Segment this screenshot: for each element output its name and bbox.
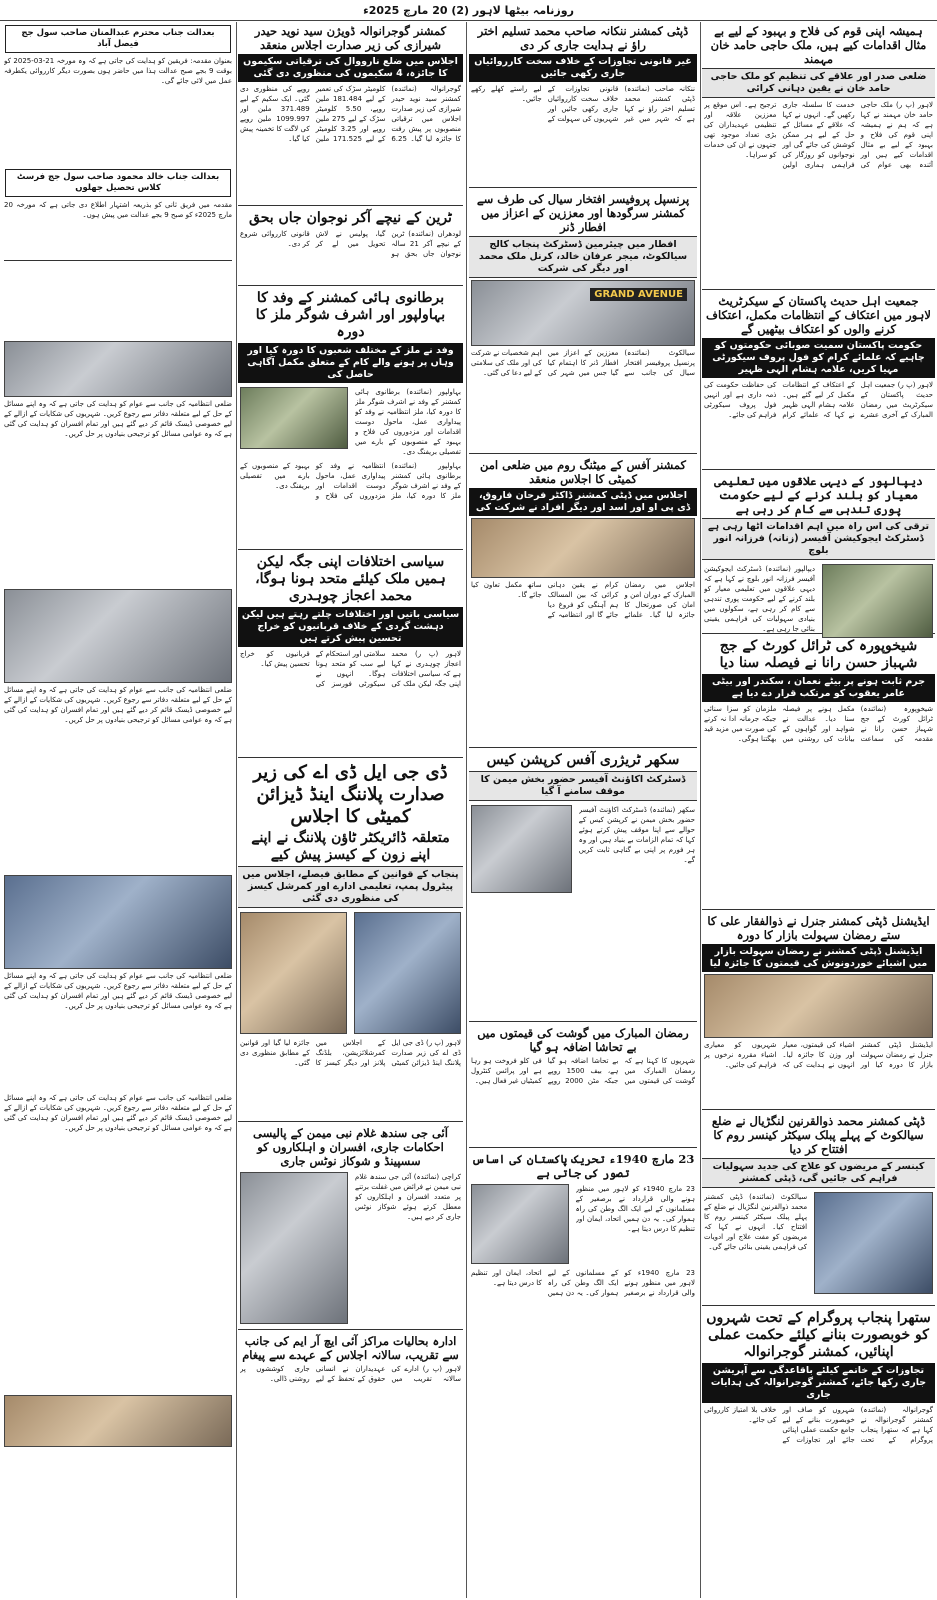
subheadline: ضلعی صدر اور علاقے کی تنظیم کو ملک حاجی حامد خان نے یقین دہانی کرائی [702,68,935,98]
story-jamiat-ahle-hadith [702,294,935,470]
story-body: لاہور (پ ر) ادارے کی سالانہ تقریب میں عہدیداران نے انسانی حقوق کے تحفظ کے لیے جاری کوششوں پر روشنی ڈالی۔ [240,1365,461,1383]
headline: آئی جی سندھ غلام نبی میمن کے پالیسی احکامات جاری، افسران و اہلکاروں کو سسپینڈ و شوکاز نوٹس جاری [253,1126,448,1168]
headline: سکھر ٹریژری آفس کرپشن کیس [486,752,680,768]
story-body: ایڈیشنل ڈپٹی کمشنر جنرل نے رمضان سہولت بازار کا دورہ کیا اور اشیاء کی قیمتوں، معیار اور وزن کا جائزہ لیا۔ انہوں نے ہدایت کی کہ شہریوں کو معیاری اشیاء مقررہ نرخوں پر فراہم کی جائیں۔ [704,1041,933,1069]
headline: کمشنر گوجرانوالہ ڈویژن سید نوید حیدر شیرازی کی زیر صدارت اجلاس منعقد [254,24,447,52]
story-body: لاہور (پ ر) ملک حاجی حامد خان مہمند نے کہا ہے کہ ہم نے ہمیشہ اپنی قوم کی فلاح و بہبود کے لیے بے مثال اقدامات کیے ہیں اور آئندہ بھی عوام کی خدمت کا سلسلہ جاری رکھیں گے۔ انہوں نے کہا کہ علاقے کے مسائل کے حل کے لیے ہر ممکن کوشش کی جائے گی اور نوجوانوں کو روزگار کی فراہمی ہماری اولین ترجیح ہے۔ اس موقع پر معززین علاقہ اور تنظیمی عہدیداران کی بڑی تعداد موجود تھی جنہوں نے ان کی خدمات کو سراہا۔ [704,101,933,169]
meeting-photo [471,518,695,578]
masthead [0,0,937,21]
committee-meeting-photo [240,912,347,1034]
bazaar-photo [704,974,933,1038]
ihrm-event-photo [4,1395,232,1447]
column-text: ضلعی انتظامیہ کی جانب سے عوام کو ہدایت کی جاتی ہے کہ وہ اپنے مسائل کے حل کے لیے متعلقہ دفاتر سے رجوع کریں۔ شہریوں کی شکایات کے ازالے کے لیے خصوصی ڈیسک قائم کر دیے گئے ہیں اور تمام افسران کو ہدایت کی گئی ہے کہ وہ عوامی مسائل کو ترجیحی بنیادوں پر حل کریں۔ [4,400,232,438]
column-rule [700,22,701,1598]
story-body: بہاولپور (نمائندہ) برطانوی ہائی کمشنر کے وفد نے اشرف شوگر ملز کا دورہ کیا، ملز انتظامیہ نے وفد کو پیداواری عمل، ماحول دوست اقدامات اور مزدوروں کی فلاح و بہبود کے منصوبوں کے بارے میں تفصیلی بریفنگ دی۔ [240,462,461,500]
subheadline: ترقی کی اس راہ میں اہم اقدامات اٹھا رہی ہے ڈسٹرکٹ ایجوکیشن آفیسر (زنانہ) فرزانہ انور بلوچ [702,518,935,560]
story-body: شیخوپورہ (نمائندہ) ٹرائل کورٹ کے جج شہباز حسن رانا نے مقدمہ کی سماعت مکمل ہونے پر فیصلہ سنا دیا۔ عدالت نے شواہد اور گواہوں کے بیانات کی روشنی میں ملزمان کو سزا سنائی جبکہ جرمانہ ادا نہ کرنے کی صورت میں مزید قید بھگتنا ہوگی۔ [704,705,933,743]
story-meat-prices [469,1026,697,1148]
subheadline: اجلاس میں ضلع نارووال کی ترقیاتی سکیموں کا جائزہ، 4 سکیموں کی منظوری دی گئی [238,54,463,82]
ribbon-cutting-photo [814,1192,933,1294]
story-nankana-dc [469,24,697,188]
story-body: لاہور (پ ر) ڈی جی ایل ڈی اے کی زیر صدارت پلاننگ اینڈ ڈیزائن کمیٹی کے اجلاس میں کمرشلائزیشن، بلڈنگ پلانز اور دیگر کیسز کا جائزہ لیا گیا اور قوانین کے مطابق منظوری دی گئی۔ [240,1039,461,1067]
column-rule [236,22,237,1598]
subheadline: افطار میں چیئرمین ڈسٹرکٹ پنجاب کالج سیالکوٹ، میجر عرفان خالد، کرنل ملک محمد اور دیگر کی شرکت [469,236,697,278]
headline: ادارہ بحالیات مراکز آئی ایچ آر ایم کی جانب سے تقریب، سالانہ اجلاس کے عہدے سے پیغام [242,1334,459,1362]
court-notice-box-2: بعدالت جناب خالد محمود صاحب سول جج فرسٹ کلاس تحصیل جھلوں [5,169,231,197]
headline: ہمیشہ اپنی قوم کی فلاح و بہبود کے لیے بے مثال اقدامات کیے ہیں، ملک حاجی حامد خان مہمند [710,24,927,66]
story-body: لاہور (پ ر) محمد اعجاز چوہدری نے کہا ہے کہ سیاسی اختلافات اپنی جگہ لیکن ملک کی سلامتی اور استحکام کے لیے سب کو متحد ہونا ہوگا۔ انہوں نے سیکورٹی فورسز کی قربانیوں کو خراج تحسین پیش کیا۔ [240,650,461,688]
police-officers-photo [240,1172,348,1324]
story-body: اجلاس میں رمضان المبارک کے دوران امن و امان کی صورتحال کا جائزہ لیا گیا۔ علمائے کرام نے یقین دہانی کرائی کہ بین المسالک ہم آہنگی کو فروغ دیا جائے گا اور انتظامیہ کے ساتھ مکمل تعاون کیا جائے گا۔ [471,581,695,619]
grand-avenue-sign: GRAND AVENUE [590,288,687,301]
story-body: لودھراں (نمائندہ) ٹرین کے نیچے آکر 21 سالہ نوجوان جاں بحق ہو گیا، پولیس نے لاش تحویل میں لے کر قانونی کارروائی شروع کر دی۔ [240,230,461,258]
column-2 [469,22,697,1598]
delegation-photo [240,387,348,449]
story-body: شہریوں کا کہنا ہے کہ رمضان المبارک میں گوشت کی قیمتوں میں بے تحاشا اضافہ ہو گیا ہے، بیف 1500 روپے جبکہ مٹن 2000 روپے فی کلو فروخت ہو رہا ہے اور پرائس کنٹرول کمیٹیاں غیر فعال ہیں۔ [471,1057,695,1085]
story-ig-sindh [238,1126,463,1330]
story-body: سیالکوٹ (نمائندہ) ڈپٹی کمشنر محمد ذوالقرنین لنگڑیال نے ضلع کے پہلے پبلک سیکٹر کینسر روم کا افتتاح کیا۔ انہوں نے کہا کہ مریضوں کو مفت علاج اور ادویات کی فراہمی یقینی بنائی جائے گی۔ [704,1193,808,1251]
school-photo [822,564,933,638]
officer-photo [471,805,572,893]
story-body: 23 مارچ 1940ء کو لاہور میں منظور ہونے والی قرارداد نے برصغیر کے مسلمانوں کے لیے ایک الگ وطن کی راہ ہموار کی۔ یہ دن ہمیں اتحاد، ایمان اور تنظیم کا درس دیتا ہے۔ [471,1269,695,1297]
headline: رمضان المبارک میں گوشت کی قیمتوں میں بے تحاشا اضافہ ہو گیا [477,1026,689,1054]
story-ihrm [238,1334,463,1437]
ijaz-chaudhry-portrait [4,589,232,683]
subheadline: کینسر کے مریضوں کو علاج کی جدید سہولیات فراہم کی جائیں گی، ڈپٹی کمشنر [702,1158,935,1188]
column-text: ضلعی انتظامیہ کی جانب سے عوام کو ہدایت کی جاتی ہے کہ وہ اپنے مسائل کے حل کے لیے متعلقہ دفاتر سے رجوع کریں۔ شہریوں کی شکایات کے ازالے کے لیے خصوصی ڈیسک قائم کر دیے گئے ہیں اور تمام افسران کو ہدایت کی گئی ہے کہ وہ عوامی مسائل کو ترجیحی بنیادوں پر حل کریں۔ [4,1094,232,1132]
subheadline: تجاوزات کے خاتمے کیلئے باقاعدگی سے آپریشن جاری رکھا جائے، کمشنر گوجرانوالہ کی ہدایات جاری [702,1363,935,1403]
headline: جمعیت اہل حدیث پاکستان کے سیکرٹریٹ لاہور میں اعتکاف کے انتظامات مکمل، اعتکاف کرنے والوں کو اعتکاف بیٹھیں گے [706,294,931,336]
subheadline: ایڈیشنل ڈپٹی کمشنر نے رمضان سہولت بازار میں اشیائے خوردونوش کی قیمتوں کا جائزہ لیا [702,944,935,972]
iftar-photo-group [469,280,697,346]
court-notice-box-1: بعدالت جناب محترم عبدالمنان صاحب سول جج فیصل آباد [5,25,231,53]
writer-photo [471,1184,569,1264]
headline: شیخوپورہ کی ٹرائل کورٹ کے جج شہباز حسن رانا نے فیصلہ سنا دیا [719,638,918,671]
headline: ایڈیشنل ڈپٹی کمشنر جنرل نے ذوالفقار علی کا ستے رمضان سہولت بازار کا دورہ [707,914,930,942]
subheadline-2: پنجاب کے قوانین کے مطابق فیصلے، اجلاس میں پیٹرول پمپ، تعلیمی ادارے اور کمرشل کیسز کی منظوری دی گئی [238,866,463,908]
headline: برطانوی ہائی کمشنر کے وفد کا بہاولپور اور اشرف شوگر ملز کا دورہ [255,290,446,340]
story-cancer-room [702,1114,935,1306]
headline: کمشنر آفس کے میٹنگ روم میں ضلعی امن کمیٹی کا اجلاس منعقد [479,458,687,486]
headline: ڈپٹی کمشنر محمد ذوالقرنین لنگڑیال نے ضلع سیالکوٹ کے پہلے پبلک سیکٹر کینسر روم کا افتتاح کر دیا [711,1114,926,1156]
masthead-date-line: روزنامہ بیٹھا لاہور (2) 20 مارچ 2025ء [363,3,574,17]
subheadline: حکومت پاکستان سمیت صوبائی حکومتوں کو چاہیے کہ علمائے کرام کو فول پروف سیکورٹی مہیا کریں، علامہ ہشام الہی ظہیر [702,338,935,378]
subheadline: متعلقہ ڈائریکٹر ٹاؤن پلاننگ نے اپنے اپنے زون کے کیسز پیش کیے [251,830,450,863]
dg-lda-photo [354,912,461,1034]
story-body: کراچی (نمائندہ) آئی جی سندھ غلام نبی میمن نے فرائض میں غفلت برتنے پر متعدد افسران و اہلکاروں کو معطل کرتے ہوئے شوکاز نوٹس جاری کر دیے ہیں۔ [355,1173,461,1221]
story-body: بہاولپور (نمائندہ) برطانوی ہائی کمشنر کے وفد نے اشرف شوگر ملز کا دورہ کیا، ملز انتظامیہ نے وفد کو پیداواری عمل، ماحول دوست اقدامات اور مزدوروں کی فلاح و بہبود کے منصوبوں کے بارے میں تفصیلی بریفنگ دی۔ [355,388,461,456]
story-body: گوجرانوالہ (نمائندہ) کمشنر گوجرانوالہ نے کہا ہے کہ ستھرا پنجاب پروگرام کے تحت شہروں کو صاف اور خوبصورت بنانے کے لیے جامع حکمت عملی اپنائی جائے اور تجاوزات کے خلاف بلا امتیاز کارروائی کی جائے۔ [704,1406,933,1444]
headline: پرنسپل پروفیسر افتخار سیال کی طرف سے کمشنر سرگودھا اور معززین کے اعزاز میں افطار ڈنر [476,192,690,234]
headline: ستھرا پنجاب پروگرام کے تحت شہروں کو خوبصورت بنانے کیلئے حکمت عملی اپنائیں، کمشنر گوجرانوالہ [706,1310,931,1360]
headline: سیاسی اختلافات اپنی جگہ لیکن ہمیں ملک کیلئے متحد ہونا ہوگا، محمد اعجاز چوہدری [255,554,446,604]
subheadline: اجلاس میں ڈپٹی کمشنر ڈاکٹر فرحان فاروق، ڈی پی او اور اسد اور دیگر افراد نے شرکت کی [469,488,697,516]
story-british-delegation [238,290,463,550]
column-text: ضلعی انتظامیہ کی جانب سے عوام کو ہدایت کی جاتی ہے کہ وہ اپنے مسائل کے حل کے لیے متعلقہ دفاتر سے رجوع کریں۔ شہریوں کی شکایات کے ازالے کے لیے خصوصی ڈیسک قائم کر دیے گئے ہیں اور تمام افسران کو ہدایت کی گئی ہے کہ وہ عوامی مسائل کو ترجیحی بنیادوں پر حل کریں۔ [4,686,232,724]
column-4 [2,22,234,1598]
story-lda-committee [238,762,463,1122]
story-hamid-khan [702,24,935,290]
story-body: سکھر (نمائندہ) ڈسٹرکٹ اکاؤنٹ آفیسر حضور بخش میمن نے کرپشن کیس کے حوالے سے اپنا موقف پیش کرتے ہوئے کہا کہ تمام الزامات بے بنیاد ہیں اور وہ ہر فورم پر اپنی بے گناہی ثابت کریں گے۔ [578,806,695,864]
subheadline: سیاسی باتیں اور اختلافات چلتے رہتے ہیں لیکن دہشت گردی کے خلاف قربانیوں کو خراج تحسین پیش کرتے ہیں [238,607,463,647]
headline: ڈپٹی کمشنر ننکانہ صاحب محمد تسلیم اختر راؤ نے ہدایت جاری کر دی [477,24,689,52]
headline: 23 مارچ 1940ء تحریک پاکستان کی اساس تصور کی جاتی ہے [471,1152,695,1180]
story-body: 23 مارچ 1940ء کو لاہور میں منظور ہونے والی قرارداد نے برصغیر کے مسلمانوں کے لیے ایک الگ وطن کی راہ ہموار کی۔ یہ دن ہمیں اتحاد، ایمان اور تنظیم کا درس دیتا ہے۔ [575,1185,695,1233]
headline: ڈی جی ایل ڈی اے کی زیر صدارت پلاننگ اینڈ ڈیزائن کمیٹی کا اجلاس [253,762,448,827]
story-body: دیپالپور (نمائندہ) ڈسٹرکٹ ایجوکیشن آفیسر فرزانہ انور بلوچ نے کہا ہے کہ دیہی علاقوں میں تعلیمی معیار کو بلند کرنے کے لیے حکومت پوری تندہی سے کام کر رہی ہے، سکولوں میں بنیادی سہولیات کی فراہمی یقینی بنائی جا رہی ہے۔ [704,565,815,633]
story-sheikhupura-court [702,638,935,910]
story-ramzan-bazaar [702,914,935,1110]
headline: دیپالپور کے دیہی علاقوں میں تعلیمی معیار کو بلند کرنے کے لیے حکومت پوری تندہی سے کام کر رہی ہے [714,474,923,516]
story-body: ننکانہ صاحب (نمائندہ) ڈپٹی کمشنر محمد تسلیم اختر راؤ نے کہا ہے کہ شہر میں غیر قانونی تجاوزات کے خلاف سخت کارروائیاں جاری رکھی جائیں اور شہریوں کی سہولت کے لیے راستے کھلے رکھے جائیں۔ [471,85,695,123]
subheadline: وفد نے ملز کے مختلف شعبوں کا دورہ کیا اور وہاں پر ہونے والے کام کے متعلق مکمل آگاہی حاصل کی [238,343,463,383]
story-iftar-dinner [469,192,697,454]
story-gujranwala-meeting [238,24,463,206]
headline: ٹرین کے نیچے آکر نوجوان جاں بحق [249,210,452,226]
court-notice-text: مقدمہ میں فریق ثانی کو بذریعہ اشتہار اطلاع دی جاتی ہے کہ مورخہ 20 مارچ 2025ء کو صبح 9 بجے عدالت میں پیش ہوں۔ [4,200,232,261]
delegation-group-photo [4,341,232,397]
column-3 [238,22,463,1598]
story-body: سیالکوٹ (نمائندہ) پرنسپل پروفیسر افتخار سیال کی جانب سے معززین کے اعزاز میں افطار ڈنر کا اہتمام کیا گیا جس میں شہر کی اہم شخصیات نے شرکت کی اور ملک کی سلامتی کے لیے دعا کی گئی۔ [471,349,695,377]
story-train-accident [238,210,463,286]
story-body: لاہور (پ ر) جمعیت اہل حدیث پاکستان کے سیکرٹریٹ میں رمضان المبارک کے آخری عشرے کے اعتکاف کے انتظامات مکمل کر لیے گئے ہیں۔ علامہ ہشام الہی ظہیر نے کہا کہ علمائے کرام کی حفاظت حکومت کی ذمہ داری ہے اور انہیں فول پروف سیکورٹی فراہم کی جائے۔ [704,381,933,419]
story-suthra-punjab [702,1310,935,1513]
story-peace-committee [469,458,697,748]
subheadline: جرم ثابت ہونے پر بیٹے نعمان ، سکندر اور بیٹی عامر یعقوب کو مرتکب قرار دے دیا ہے [702,674,935,702]
story-ijaz-chaudhry [238,554,463,758]
story-pakistan-resolution [469,1152,697,1598]
column-rule [466,22,467,1598]
subheadline: غیر قانونی تجاوزات کے خلاف سخت کارروائیاں جاری رکھی جائیں [469,54,697,82]
column-text: ضلعی انتظامیہ کی جانب سے عوام کو ہدایت کی جاتی ہے کہ وہ اپنے مسائل کے حل کے لیے متعلقہ دفاتر سے رجوع کریں۔ شہریوں کی شکایات کے ازالے کے لیے خصوصی ڈیسک قائم کر دیے گئے ہیں اور تمام افسران کو ہدایت کی گئی ہے کہ وہ عوامی مسائل کو ترجیحی بنیادوں پر حل کریں۔ [4,972,232,1010]
story-sukkur-treasury [469,752,697,1022]
subheadline: ڈسٹرکٹ اکاؤنٹ آفیسر حضور بخش میمن کا موقف سامنے آ گیا [469,771,697,801]
story-body: گوجرانوالہ (نمائندہ) کمشنر سید نوید حیدر شیرازی کی زیر صدارت اجلاس میں ترقیاتی منصوبوں پر پیش رفت کا جائزہ لیا گیا۔ 6.25 کلومیٹر سڑک کی تعمیر کے لیے 181.484 ملین روپے، 5.50 کلومیٹر سڑک کے لیے 275 ملین روپے اور 3.25 کلومیٹر کے لیے 171.525 ملین روپے کی منظوری دی گئی۔ ایک سکیم کے لیے 371.489 ملین اور 1099.997 ملین روپے کی لاگت کا تخمینہ پیش کیا گیا۔ [240,85,461,143]
column-1 [702,22,935,1598]
story-dipalpur-education [702,474,935,634]
lda-office-photo [4,875,232,969]
court-notice-text: بعنوان مقدمہ: فریقین کو ہدایت کی جاتی ہے کہ وہ مورخہ 21-03-2025 کو بوقت 9 بجے صبح عدالت ہذا میں حاضر ہوں بصورت دیگر کارروائی یکطرفہ عمل میں لائی جائے گی۔ [4,57,232,85]
